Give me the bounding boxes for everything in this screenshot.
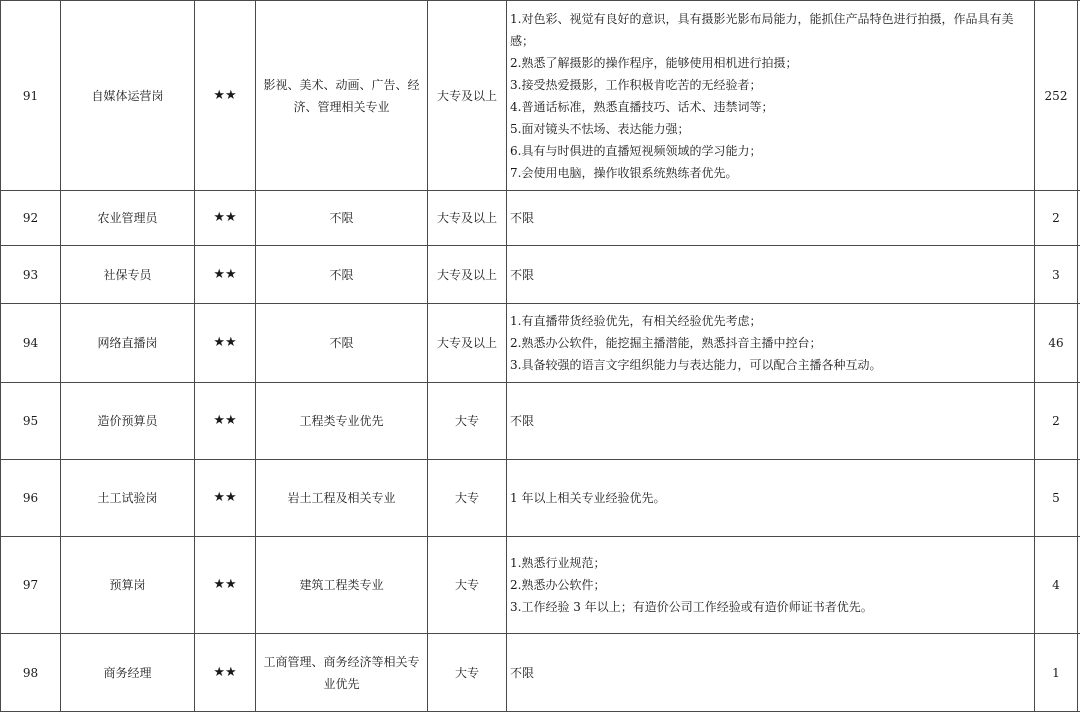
major-requirement <box>256 246 428 304</box>
major-requirement <box>256 191 428 246</box>
position-name: 预算岗 <box>61 537 195 634</box>
position-name: 土工试验岗 <box>61 460 195 537</box>
education-requirement: 大专 <box>428 460 507 537</box>
position-name: 商务经理 <box>61 634 195 712</box>
major-requirement <box>256 1 428 191</box>
headcount: 46 <box>1035 304 1078 383</box>
major-requirement <box>256 634 428 712</box>
table-row <box>1 1 1080 191</box>
requirement-line: 1.熟悉行业规范； <box>510 552 1031 574</box>
headcount: 3 <box>1035 246 1078 304</box>
education-requirement: 大专 <box>428 537 507 634</box>
education-requirement: 大专及以上 <box>428 191 507 246</box>
job-requirements <box>507 460 1035 537</box>
major-text: 不限 <box>260 207 423 229</box>
row-number: 95 <box>1 383 61 460</box>
table-row <box>1 537 1080 634</box>
requirement-line: 2.熟悉办公软件； <box>510 574 1031 596</box>
star-rating: ★★ <box>195 537 256 634</box>
job-requirements: 不限 <box>507 383 1035 460</box>
education-requirement: 大专及以上 <box>428 304 507 383</box>
job-requirements: 不限 <box>507 191 1035 246</box>
job-requirements: 不限 <box>507 634 1035 712</box>
requirement-line: 3.接受热爱摄影，工作积极肯吃苦的无经验者； <box>510 74 1031 96</box>
star-rating: ★★ <box>195 191 256 246</box>
star-rating: ★★ <box>195 460 256 537</box>
major-text: 不限 <box>260 332 423 354</box>
requirement-line: 3.具备较强的语言文字组织能力与表达能力，可以配合主播各种互动。 <box>510 354 1031 376</box>
job-requirements <box>507 537 1035 634</box>
position-name: 农业管理员 <box>61 191 195 246</box>
table-row <box>1 246 1080 304</box>
education-requirement: 大专及以上 <box>428 1 507 191</box>
table-row <box>1 383 1080 460</box>
job-requirements <box>507 304 1035 383</box>
star-rating: ★★ <box>195 383 256 460</box>
position-name: 自媒体运营岗 <box>61 1 195 191</box>
table-row <box>1 634 1080 712</box>
star-rating: ★★ <box>195 1 256 191</box>
headcount: 2 <box>1035 383 1078 460</box>
headcount: 4 <box>1035 537 1078 634</box>
row-number: 97 <box>1 537 61 634</box>
requirement-line: 1.对色彩、视觉有良好的意识，具有摄影光影布局能力，能抓住产品特色进行拍摄，作品具有美感； <box>510 8 1031 52</box>
requirement-line: 2.熟悉了解摄影的操作程序，能够使用相机进行拍摄； <box>510 52 1031 74</box>
row-number: 98 <box>1 634 61 712</box>
major-requirement <box>256 383 428 460</box>
education-requirement: 大专及以上 <box>428 246 507 304</box>
major-requirement <box>256 304 428 383</box>
requirement-line: 2.熟悉办公软件，能挖掘主播潜能，熟悉抖音主播中控台； <box>510 332 1031 354</box>
headcount: 1 <box>1035 634 1078 712</box>
headcount: 2 <box>1035 191 1078 246</box>
position-name: 社保专员 <box>61 246 195 304</box>
major-requirement <box>256 537 428 634</box>
job-table-body <box>1 1 1080 712</box>
table-row <box>1 460 1080 537</box>
education-requirement: 大专 <box>428 383 507 460</box>
row-number: 94 <box>1 304 61 383</box>
table-row <box>1 191 1080 246</box>
position-name: 造价预算员 <box>61 383 195 460</box>
requirement-line: 3.工作经验 3 年以上；有造价公司工作经验或有造价师证书者优先。 <box>510 596 1031 618</box>
requirement-line: 4.普通话标准，熟悉直播技巧、话术、违禁词等； <box>510 96 1031 118</box>
major-text: 工商管理、商务经济等相关专业优先 <box>260 651 423 695</box>
job-requirements: 不限 <box>507 246 1035 304</box>
row-number: 92 <box>1 191 61 246</box>
major-text: 影视、美术、动画、广告、经济、管理相关专业 <box>260 74 423 118</box>
row-number: 96 <box>1 460 61 537</box>
requirement-line: 1 年以上相关专业经验优先。 <box>510 487 1031 509</box>
headcount: 252 <box>1035 1 1078 191</box>
requirement-line: 1.有直播带货经验优先，有相关经验优先考虑； <box>510 310 1031 332</box>
requirement-line: 6.具有与时俱进的直播短视频领域的学习能力； <box>510 140 1031 162</box>
major-text: 工程类专业优先 <box>260 410 423 432</box>
star-rating: ★★ <box>195 634 256 712</box>
major-text: 岩土工程及相关专业 <box>260 487 423 509</box>
star-rating: ★★ <box>195 246 256 304</box>
row-number: 91 <box>1 1 61 191</box>
position-name: 网络直播岗 <box>61 304 195 383</box>
major-text: 建筑工程类专业 <box>260 574 423 596</box>
major-requirement <box>256 460 428 537</box>
headcount: 5 <box>1035 460 1078 537</box>
requirement-line: 7.会使用电脑，操作收银系统熟练者优先。 <box>510 162 1031 184</box>
job-requirements <box>507 1 1035 191</box>
major-text: 不限 <box>260 264 423 286</box>
table-row <box>1 304 1080 383</box>
education-requirement: 大专 <box>428 634 507 712</box>
row-number: 93 <box>1 246 61 304</box>
requirement-line: 5.面对镜头不怯场、表达能力强； <box>510 118 1031 140</box>
star-rating: ★★ <box>195 304 256 383</box>
